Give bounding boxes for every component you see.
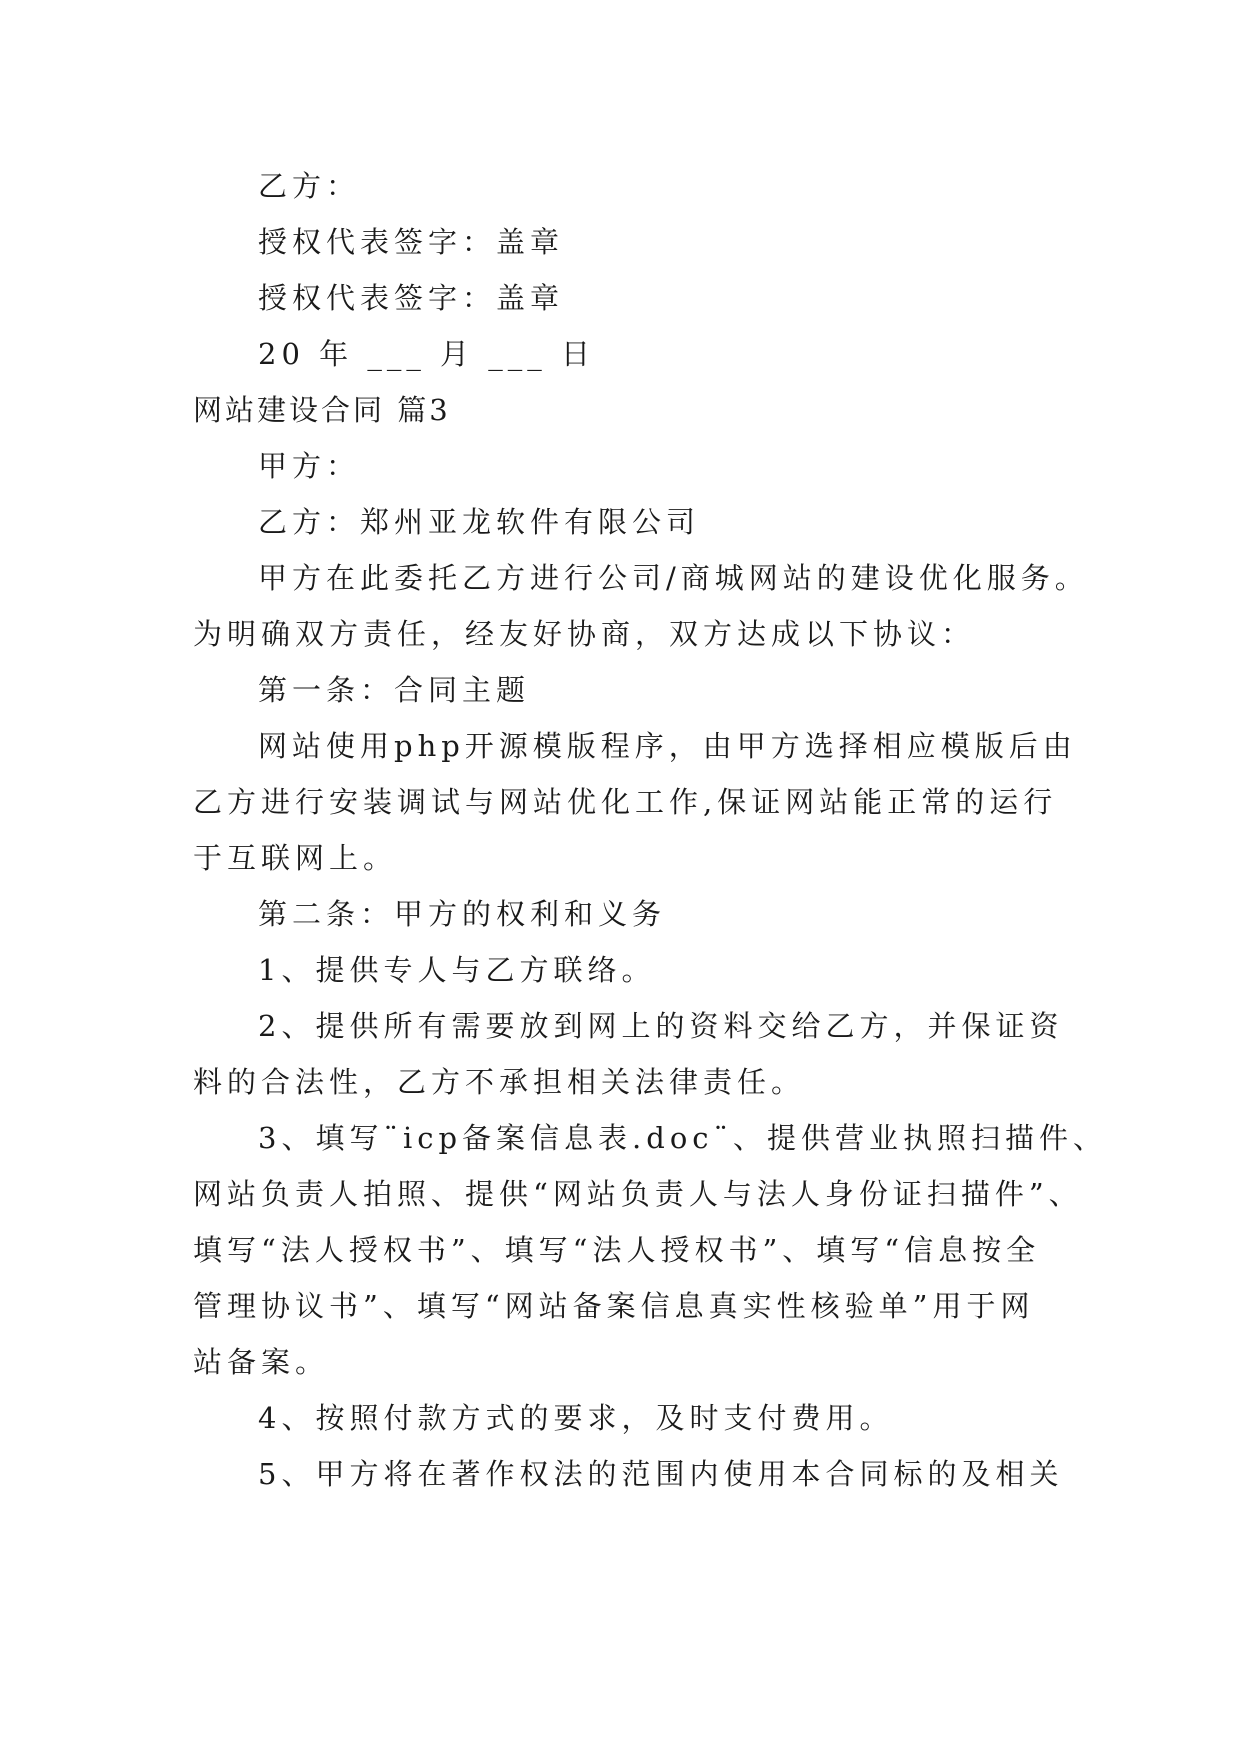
paragraph-line: 管理协议书”、填写“网站备案信息真实性核验单”用于网 bbox=[193, 1289, 1035, 1323]
signature-line-1: 授权代表签字：盖章 bbox=[258, 225, 565, 259]
signature-line-2: 授权代表签字：盖章 bbox=[258, 281, 565, 315]
article-1-heading: 第一条：合同主题 bbox=[258, 673, 531, 707]
paragraph-line: 料的合法性，乙方不承担相关法律责任。 bbox=[193, 1065, 806, 1099]
paragraph-line: 站备案。 bbox=[193, 1345, 330, 1379]
party-b-company: 乙方：郑州亚龙软件有限公司 bbox=[258, 505, 701, 539]
paragraph-line: 网站使用php开源模版程序，由甲方选择相应模版后由 bbox=[258, 729, 1077, 763]
paragraph-line: 甲方在此委托乙方进行公司/商城网站的建设优化服务。 bbox=[258, 561, 1089, 595]
date-line: 20 年 ___ 月 ___ 日 bbox=[258, 337, 595, 371]
party-b-label: 乙方： bbox=[258, 169, 361, 203]
section-title: 网站建设合同 篇3 bbox=[193, 393, 451, 427]
paragraph-line: 乙方进行安装调试与网站优化工作,保证网站能正常的运行 bbox=[193, 785, 1058, 819]
paragraph-line: 填写“法人授权书”、填写“法人授权书”、填写“信息按全 bbox=[193, 1233, 1041, 1267]
list-item-4: 4、按照付款方式的要求，及时支付费用。 bbox=[258, 1401, 894, 1435]
paragraph-line: 于互联网上。 bbox=[193, 841, 398, 875]
list-item-5: 5、甲方将在著作权法的范围内使用本合同标的及相关 bbox=[258, 1457, 1064, 1491]
party-a-label: 甲方： bbox=[258, 449, 361, 483]
paragraph-line: 网站负责人拍照、提供“网站负责人与法人身份证扫描件”、 bbox=[193, 1177, 1083, 1211]
list-item-1: 1、提供专人与乙方联络。 bbox=[258, 953, 656, 987]
list-item-3: 3、填写¨icp备案信息表.doc¨、提供营业执照扫描件、 bbox=[258, 1121, 1108, 1155]
paragraph-line: 为明确双方责任，经友好协商，双方达成以下协议： bbox=[193, 617, 976, 651]
article-2-heading: 第二条：甲方的权利和义务 bbox=[258, 897, 667, 931]
list-item-2: 2、提供所有需要放到网上的资料交给乙方，并保证资 bbox=[258, 1009, 1064, 1043]
